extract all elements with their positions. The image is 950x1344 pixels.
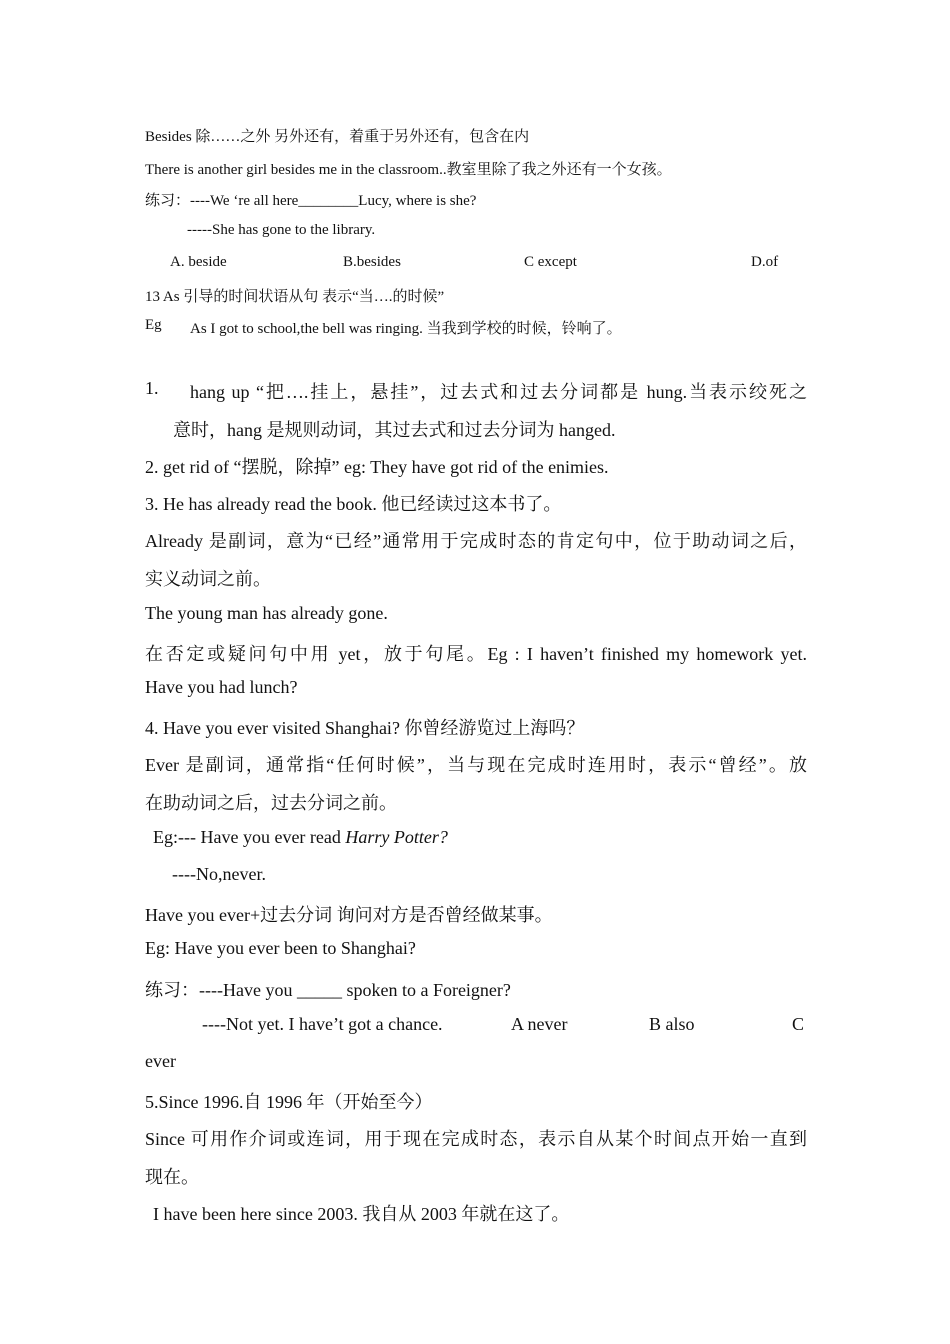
ever-example-question [153,827,448,848]
as-example: As I got to school,the bell was ringing. 当我到学校的时候，铃响了。 [190,321,622,337]
yet-explanation-1: 在否定或疑问句中用 yet，放于句尾。Eg : I haven’t finished my homework yet. [145,644,807,664]
besides-example: There is another girl besides me in the classroom..教室里除了我之外还有一个女孩。 [145,162,672,178]
yet-explanation-2: Have you had lunch? [145,677,298,697]
item-5: 5.Since 1996.自 1996 年（开始至今） [145,1092,433,1112]
since-example: I have been here since 2003. 我自从 2003 年就在这了。 [153,1204,570,1224]
item-1-number: 1. [145,378,159,398]
since-explanation-1: Since 可用作介词或连词，用于现在完成时态，表示自从某个时间点开始一直到 [145,1129,807,1149]
ever-explanation-1: Ever 是副词，通常指“任何时候”，当与现在完成时连用时，表示“曾经”。放 [145,755,807,775]
already-example: The young man has already gone. [145,603,388,623]
as-clause-heading: 13 As 引导的时间状语从句 表示“当….的时候” [145,289,445,305]
option-d: D.of [751,254,779,270]
item-3: 3. He has already read the book. 他已经读过这本书了。 [145,494,562,514]
exercise-answer-2: ----Not yet. I have’t got a chance. [202,1014,443,1034]
ever-explanation-2: 在助动词之后，过去分词之前。 [145,793,397,813]
option-c: C except [524,254,577,270]
exercise-answer-1: -----She has gone to the library. [187,222,376,238]
ever-example-prefix: Eg:--- Have you ever read [153,827,346,847]
option-a: A. beside [170,254,227,270]
exercise-question-2: 练习：----Have you _____ spoken to a Foreigner? [145,980,511,1000]
exercise-option-b: B also [649,1014,695,1034]
exercise-option-c-text: ever [145,1051,176,1071]
item-2: 2. get rid of “摆脱，除掉” eg: They have got rid of the enimies. [145,457,609,477]
have-you-ever-example: Eg: Have you ever been to Shanghai? [145,938,416,958]
already-explanation-2: 实义动词之前。 [145,569,271,589]
besides-heading: Besides 除……之外 另外还有，着重于另外还有，包含在内 [145,129,530,145]
ever-example-answer: ----No,never. [172,864,266,884]
book-title: Harry Potter? [345,827,448,847]
exercise-question-1: 练习：----We ‘re all here________Lucy, where is she? [145,193,477,209]
option-b: B.besides [343,254,401,270]
exercise-option-a: A never [511,1014,568,1034]
item-1-continued: 意时，hang 是规则动词，其过去式和过去分词为 hanged. [173,420,616,440]
item-1-text: hang up “把….挂上，悬挂”，过去式和过去分词都是 hung.当表示绞死之 [190,382,807,402]
as-eg-label: Eg [145,317,162,333]
exercise-option-c: C [792,1014,805,1034]
have-you-ever-pattern: Have you ever+过去分词 询问对方是否曾经做某事。 [145,905,553,925]
item-4: 4. Have you ever visited Shanghai? 你曾经游览过上海吗？ [145,718,585,738]
already-explanation-1: Already 是副词，意为“已经”通常用于完成时态的肯定句中，位于助动词之后， [145,531,807,551]
since-explanation-2: 现在。 [145,1167,199,1187]
